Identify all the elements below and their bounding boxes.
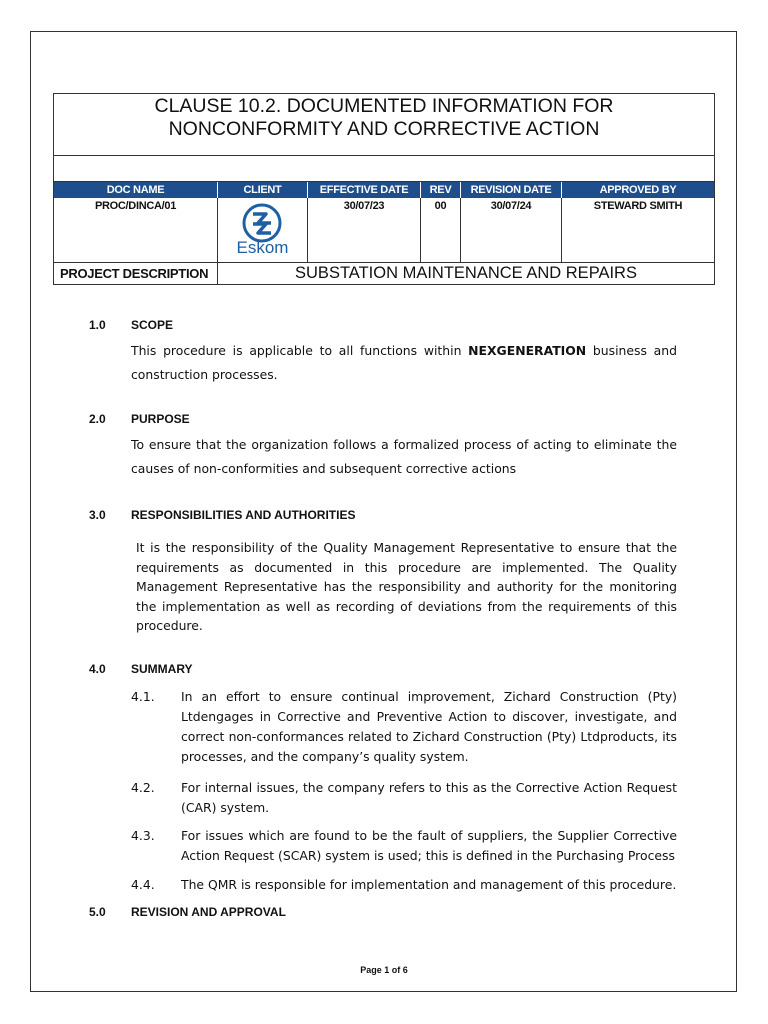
project-description-value: SUBSTATION MAINTENANCE AND REPAIRS: [295, 264, 637, 282]
section-1-text-pre: This procedure is applicable to all functions within: [131, 343, 469, 358]
col-revision-date: REVISION DATE: [461, 182, 562, 198]
client-logo: [218, 198, 308, 262]
section-3-number: 3.0: [89, 508, 106, 522]
document-header-table: [53, 93, 715, 285]
header-value-row: [54, 198, 714, 263]
document-title: [54, 94, 714, 156]
rev-value: 00: [421, 198, 461, 262]
section-1-number: 1.0: [89, 318, 106, 332]
section-1-title: SCOPE: [131, 318, 174, 332]
section-2-title: PURPOSE: [131, 412, 190, 426]
project-description-label: PROJECT DESCRIPTION: [54, 263, 218, 284]
eskom-logo-text: Eskom: [236, 238, 289, 257]
summary-item-1-text: In an effort to ensure continual improvement, Zichard Construction (Pty) Ltdengages in Corrective and Preventive Action to discover, investigate, and correct non-conformances related to Zichard Construction (Pty) Ltdproducts, its processes, and the company’s quality system.: [181, 689, 677, 764]
section-2-number: 2.0: [89, 412, 106, 426]
section-5-title: REVISION AND APPROVAL: [131, 905, 286, 919]
section-1-text: [131, 339, 677, 387]
section-4-number: 4.0: [89, 662, 106, 676]
section-1-text-post: business and construction processes.: [131, 343, 677, 382]
section-4-title: SUMMARY: [131, 662, 193, 676]
title-line-2: NONCONFORMITY AND CORRECTIVE ACTION: [168, 118, 600, 140]
header-column-row: [54, 182, 714, 198]
summary-item-2-text: For internal issues, the company refers to this as the Corrective Action Request (CAR) system.: [181, 780, 677, 815]
effective-date-value: 30/07/23: [308, 198, 421, 262]
col-approved-by: APPROVED BY: [599, 184, 677, 196]
section-2-text: To ensure that the organization follows a formalized process of acting to eliminate the causes of non-conformities and subsequent corrective actions: [131, 437, 677, 476]
col-doc-name: DOC NAME: [54, 182, 218, 198]
summary-item-3-text: For issues which are found to be the fault of suppliers, the Supplier Corrective Action Request (SCAR) system is used; this is defined in the Purchasing Process: [181, 828, 677, 863]
summary-item-1-number: 4.1.: [131, 689, 155, 704]
company-name: NEXGENERATION: [468, 343, 587, 358]
section-3-title: RESPONSIBILITIES AND AUTHORITIES: [131, 508, 356, 522]
revision-date-value: 30/07/24: [461, 198, 562, 262]
summary-item-4-number: 4.4.: [131, 877, 155, 892]
col-client: CLIENT: [218, 182, 308, 198]
project-row: [54, 263, 714, 284]
section-5-number: 5.0: [89, 905, 106, 919]
doc-name-value: PROC/DINCA/01: [54, 198, 218, 262]
summary-item-4-text: The QMR is responsible for implementation and management of this procedure.: [181, 877, 677, 892]
summary-item-3-number: 4.3.: [131, 828, 155, 843]
page-number: Page 1 of 6: [360, 965, 408, 975]
approved-by-value: STEWARD SMITH: [593, 200, 683, 212]
col-effective-date: EFFECTIVE DATE: [308, 182, 421, 198]
summary-item-2-number: 4.2.: [131, 780, 155, 795]
section-3-text: It is the responsibility of the Quality Management Representative to ensure that the requirements as documented in this procedure are implemented. The Quality Management Representative has the responsibility and authority for the monitoring the implementation as well as recording of deviations from the requirements of this procedure.: [136, 540, 677, 633]
title-line-1: CLAUSE 10.2. DOCUMENTED INFORMATION FOR: [154, 95, 614, 117]
col-rev: REV: [421, 182, 461, 198]
